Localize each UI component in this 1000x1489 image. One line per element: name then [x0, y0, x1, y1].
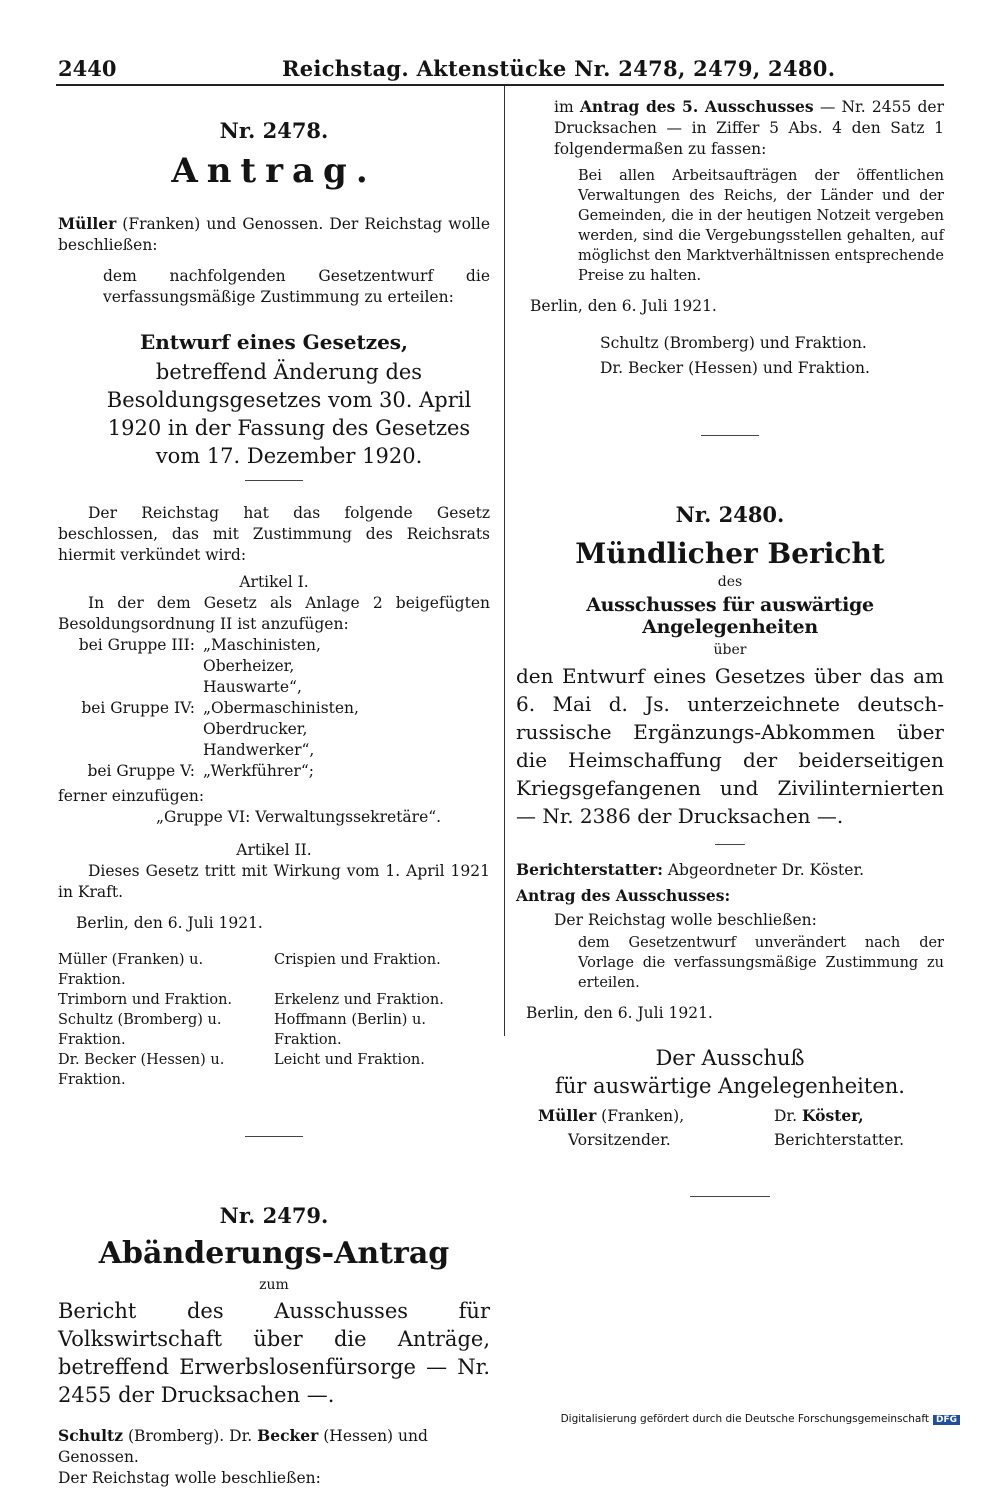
doc-2480-committee: Ausschusses für auswärtige Angelegenheiten: [586, 594, 874, 638]
group-label: bei Gruppe V:: [87, 762, 195, 780]
group-entry: „Werkführer“;: [203, 762, 314, 780]
article-2-heading: Artikel II.: [236, 841, 312, 859]
further-insert: ferner einzufügen:: [58, 787, 205, 805]
article-1-heading: Artikel I.: [239, 573, 309, 591]
doc-2478-title: Antrag.: [171, 151, 377, 191]
lead-rest: — Nr. 2455 der Drucksachen — in Ziffer 5 Abs. 4 den Satz 1 folgendermaßen zu fassen:: [554, 98, 944, 158]
doc-2480-ueber: über: [713, 642, 747, 658]
doc-2478-intro: [58, 213, 490, 256]
group-6: „Gruppe VI: Verwaltungssekretäre“.: [156, 808, 442, 826]
group-list: [58, 635, 490, 782]
group-entry: Oberdrucker,: [203, 720, 308, 738]
dfg-logo: DFG: [933, 1415, 960, 1425]
footer-text: Digitalisierung gefördert durch die Deutsche Forschungsgemeinschaft: [560, 1413, 929, 1425]
signatory: Schultz (Bromberg) u. Fraktion.: [58, 1012, 222, 1048]
reporter-line: [516, 859, 944, 881]
doc-2480-des: des: [717, 574, 743, 590]
closing-committee-1: Der Ausschuß: [655, 1046, 805, 1070]
group-entry: „Obermaschinisten,: [203, 699, 359, 717]
left-column: [58, 96, 490, 1489]
article-1-text: In der dem Gesetz als Anlage 2 beigefügten Besoldungsordnung II ist anzufügen:: [58, 594, 490, 633]
chair-rest: (Franken),: [596, 1107, 685, 1125]
mover-name: Becker: [257, 1426, 319, 1445]
reporter-title: Dr.: [774, 1107, 802, 1125]
doc-2480-signatures: [516, 1104, 944, 1152]
group-entry: Handwerker“,: [203, 741, 315, 759]
doc-2479-title: Abänderungs-Antrag: [98, 1236, 450, 1271]
doc-2478-signatories: [58, 950, 490, 1090]
chair-signature: [516, 1104, 730, 1128]
reporter-name: Abgeordneter Dr. Köster.: [662, 861, 865, 879]
mover-name: Schultz: [58, 1426, 124, 1445]
doc-2480-title: Mündlicher Bericht: [575, 537, 885, 570]
doc-2478-date: Berlin, den 6. Juli 1921.: [76, 914, 263, 932]
closing-committee-2: für auswärtige Angelegenheiten.: [555, 1074, 905, 1098]
doc-2480-subject: den Entwurf eines Gesetzes über das am 6. Mai d. Js. unterzeichnete deutsch-russische Ergänzungs-Abkommen über die Heimschaffung der beiderseitigen Kriegsgefangenen und Zivilinternierten — Nr. 2386 der Drucksachen —.: [516, 664, 944, 828]
group-entry: Hauswarte“,: [203, 678, 302, 696]
signatory: Erkelenz und Fraktion.: [274, 992, 444, 1008]
doc-2479-zum: zum: [259, 1277, 289, 1293]
separator: [701, 435, 759, 436]
draft-subject: betreffend Änderung des Besoldungsgesetzes vom 30. April 1920 in der Fassung des Gesetzes vom 17. Dezember 1920.: [106, 360, 472, 468]
intro-rest: (Franken) und Genossen. Der Reichstag wolle beschließen:: [58, 215, 490, 254]
signatory: Hoffmann (Berlin) u. Fraktion.: [274, 1012, 427, 1048]
lead-bold: Antrag des 5. Ausschusses: [579, 97, 814, 116]
doc-2478-motion: dem nachfolgenden Gesetzentwurf die verfassungsmäßige Zustimmung zu erteilen:: [103, 267, 490, 306]
group-entry: „Maschinisten,: [203, 636, 321, 654]
separator: [245, 1136, 303, 1137]
separator: [690, 1196, 770, 1197]
group-entries: [203, 635, 490, 698]
doc-2479-quote: Bei allen Arbeitsaufträgen der öffentlichen Verwaltungen des Reichs, der Länder und der Gemeinden, die in der heutigen Notzeit vergeben werden, sind die Vergebungsstellen gehalten, auf möglichst den Marktverhältnissen entsprechende Preise zu halten.: [578, 168, 944, 284]
column-divider: [504, 86, 505, 1036]
signatory: Crispien und Fraktion.: [274, 952, 441, 968]
doc-2480-date: Berlin, den 6. Juli 1921.: [526, 1004, 713, 1022]
reporter-role: Berichterstatter.: [774, 1131, 905, 1149]
doc-2478-number: Nr. 2478.: [219, 118, 329, 143]
article-2-text: Dieses Gesetz tritt mit Wirkung vom 1. April 1921 in Kraft.: [58, 862, 490, 901]
doc-2479-motion: Der Reichstag wolle beschließen:: [58, 1469, 321, 1487]
draft-heading: Entwurf eines Gesetzes,: [139, 330, 409, 354]
group-label: bei Gruppe IV:: [81, 699, 195, 717]
lead-text: im: [554, 98, 580, 116]
doc-2480-motion-text: dem Gesetzentwurf unverändert nach der Vorlage die verfassungsmäßige Zustimmung zu erteilen.: [578, 935, 944, 991]
doc-2479-sig-1: Schultz (Bromberg) und Fraktion.: [600, 334, 867, 352]
signatory: Leicht und Fraktion.: [274, 1052, 425, 1068]
signatory: Trimborn und Fraktion.: [58, 992, 233, 1008]
running-title: Reichstag. Aktenstücke Nr. 2478, 2479, 2480.: [282, 56, 836, 81]
header-rule: [56, 84, 944, 86]
motion-label: Antrag des Ausschusses:: [516, 886, 731, 905]
doc-2479-subject: Bericht des Ausschusses für Volkswirtschaft über die Anträge, betreffend Erwerbslosenfürsorge — Nr. 2455 der Drucksachen —.: [58, 1299, 490, 1407]
group-entries: [203, 761, 490, 782]
mover-text: (Bromberg). Dr.: [123, 1427, 258, 1445]
right-column: [516, 96, 944, 1197]
separator: [715, 844, 745, 845]
doc-2479-date: Berlin, den 6. Juli 1921.: [530, 297, 717, 315]
group-entries: [203, 698, 490, 761]
doc-2480-motion: Der Reichstag wolle beschließen:: [554, 911, 817, 929]
chair-name: Müller: [538, 1106, 597, 1125]
doc-2480-number: Nr. 2480.: [675, 502, 785, 527]
signatory: Müller (Franken) u. Fraktion.: [58, 952, 204, 988]
group-label: bei Gruppe III:: [78, 636, 195, 654]
separator: [245, 480, 303, 481]
doc-2479-number: Nr. 2479.: [219, 1203, 329, 1228]
page-number: 2440: [58, 56, 117, 81]
enactment-clause: Der Reichstag hat das folgende Gesetz beschlossen, das mit Zustimmung des Reichsrats hiermit verkündet wird:: [58, 504, 490, 564]
group-entry: Oberheizer,: [203, 657, 295, 675]
doc-2479-sig-2: Dr. Becker (Hessen) und Fraktion.: [600, 359, 870, 377]
doc-2479-movers: [58, 1425, 490, 1468]
mover-text: (Hessen) und Genossen.: [58, 1427, 428, 1466]
mover-name: Müller: [58, 214, 117, 233]
reporter-sig-name: Köster,: [802, 1106, 864, 1125]
reporter-signature: [730, 1104, 944, 1128]
doc-2479-continuation: [516, 96, 944, 160]
reporter-label: Berichterstatter:: [516, 860, 663, 879]
digitization-footer: [561, 1413, 960, 1425]
signatory: Dr. Becker (Hessen) u. Fraktion.: [58, 1052, 225, 1088]
chair-role: Vorsitzender.: [568, 1131, 671, 1149]
